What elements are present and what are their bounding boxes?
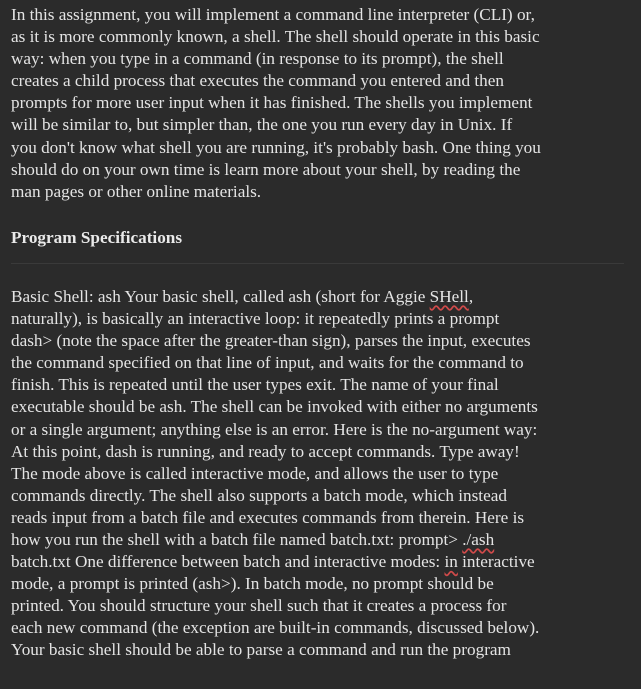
spellcheck-marked-word: SHell bbox=[429, 286, 469, 306]
intro-line: will be similar to, but simpler than, the one you run every day in Unix. If bbox=[11, 115, 513, 135]
intro-paragraph bbox=[11, 4, 629, 203]
body-line: Your basic shell should be able to parse a command and run the program bbox=[11, 640, 511, 660]
body-line: finish. This is repeated until the user types exit. The name of your final bbox=[11, 375, 499, 395]
intro-line: should do on your own time is learn more about your shell, by reading the bbox=[11, 159, 521, 179]
body-line bbox=[11, 286, 629, 308]
body-line-text: batch.txt One difference between batch and interactive modes: bbox=[11, 552, 445, 572]
intro-line: In this assignment, you will implement a command line interpreter (CLI) or, bbox=[11, 5, 535, 24]
body-line bbox=[11, 529, 629, 551]
body-line: commands directly. The shell also supports a batch mode, which instead bbox=[11, 485, 507, 505]
body-line: executable should be ash. The shell can be invoked with either no arguments bbox=[11, 397, 538, 417]
intro-line: as it is more commonly known, a shell. The shell should operate in this basic bbox=[11, 27, 540, 47]
body-line bbox=[11, 551, 629, 573]
body-line: reads input from a batch file and executes commands from therein. Here is bbox=[11, 507, 525, 527]
body-line: At this point, dash is running, and ready to accept commands. Type away! bbox=[11, 441, 520, 461]
spellcheck-marked-word: in bbox=[444, 552, 458, 572]
body-line: The mode above is called interactive mode, and allows the user to type bbox=[11, 463, 499, 483]
body-line: the command specified on that line of input, and waits for the command to bbox=[11, 353, 524, 373]
section-heading: Program Specifications bbox=[11, 227, 183, 247]
body-line: or a single argument; anything else is an error. Here is the no-argument way: bbox=[11, 419, 538, 439]
body-line-text: how you run the shell with a batch file named batch.txt: prompt> bbox=[11, 529, 463, 549]
body-line-text: , bbox=[468, 286, 474, 306]
body-line: mode, a prompt is printed (ash>). In batch mode, no prompt should be bbox=[11, 574, 494, 594]
intro-line: man pages or other online materials. bbox=[11, 181, 262, 201]
body-line-text: interactive bbox=[457, 552, 535, 572]
body-line: each new command (the exception are built-in commands, discussed below). bbox=[11, 618, 540, 638]
body-line: naturally), is basically an interactive loop: it repeatedly prints a prompt bbox=[11, 309, 500, 329]
body-line-text: Basic Shell: ash Your basic shell, called ash (short for Aggie bbox=[11, 286, 430, 306]
intro-line: you don't know what shell you are running, it's probably bash. One thing you bbox=[11, 137, 541, 157]
spellcheck-marked-word: ./ash bbox=[462, 529, 495, 549]
section-divider bbox=[11, 263, 624, 264]
intro-line: way: when you type in a command (in response to its prompt), the shell bbox=[11, 49, 504, 69]
intro-line: prompts for more user input when it has finished. The shells you implement bbox=[11, 93, 533, 113]
body-line: dash> (note the space after the greater-than sign), parses the input, executes bbox=[11, 331, 531, 351]
body-paragraph bbox=[11, 286, 629, 662]
body-line: printed. You should structure your shell such that it creates a process for bbox=[11, 596, 507, 616]
intro-line: creates a child process that executes the command you entered and then bbox=[11, 71, 504, 91]
